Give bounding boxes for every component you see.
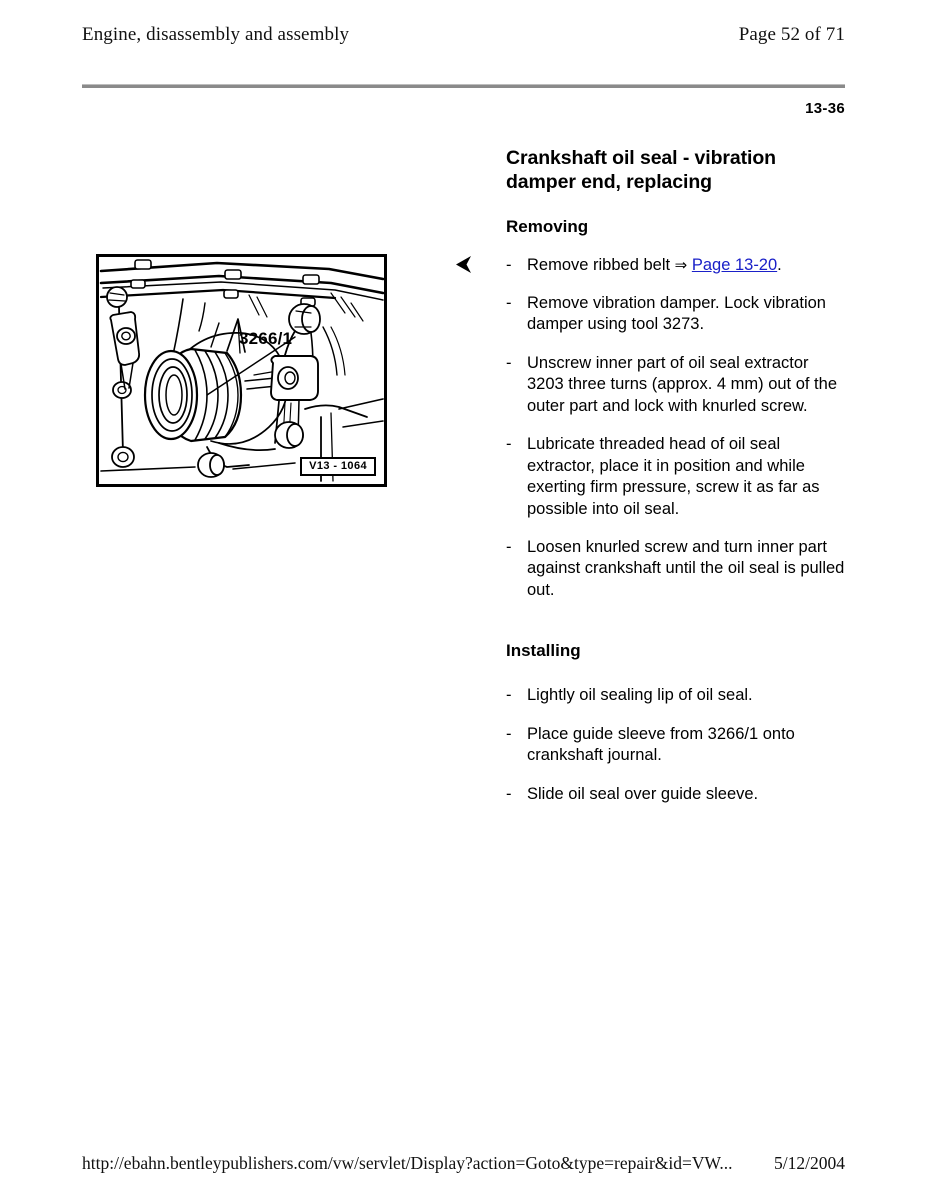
list-item (506, 724, 846, 767)
left-arrow-marker-icon (450, 252, 476, 278)
removing-heading: Removing (506, 216, 589, 236)
installing-step-list (506, 685, 846, 805)
step-dash: - (506, 353, 512, 372)
header-page-indicator: Page 52 of 71 (738, 24, 845, 45)
header-title: Engine, disassembly and assembly (82, 24, 350, 45)
step-dash: - (506, 255, 512, 274)
list-item (506, 353, 846, 417)
step-text: Slide oil seal over guide sleeve. (527, 784, 759, 803)
step-text: Unscrew inner part of oil seal extractor 3203 three turns (approx. 4 mm) out of the outer part and lock with knurled screw. (527, 353, 837, 415)
step-text: Place guide sleeve from 3266/1 onto crankshaft journal. (527, 724, 795, 765)
page-title: Crankshaft oil seal - vibration damper end, replacing (506, 147, 776, 193)
step-dash: - (506, 784, 512, 803)
footer-date: 5/12/2004 (774, 1153, 845, 1173)
figure-caption: V13 - 1064 (300, 457, 376, 476)
step-text: Lubricate threaded head of oil seal extractor, place it in position and while exerting firm pressure, screw it as far as possible into oil seal. (527, 435, 820, 518)
installing-heading: Installing (506, 641, 581, 661)
step-dash: - (506, 724, 512, 743)
step-text: Loosen knurled screw and turn inner part against crankshaft until the oil seal is pulled out. (527, 537, 845, 599)
engine-front-cover-drawing (99, 257, 384, 484)
content-column (506, 147, 846, 805)
list-item (506, 784, 846, 805)
footer-url: http://ebahn.bentleypublishers.com/vw/servlet/Display?action=Goto&type=repair&id=VW... (82, 1153, 733, 1173)
page-header (82, 24, 845, 46)
removing-step-list (506, 255, 846, 602)
list-item (506, 434, 846, 520)
step-text: Lightly oil sealing lip of oil seal. (527, 686, 753, 705)
right-double-arrow-icon: ⇒ (674, 256, 688, 274)
section-number-badge: 13-36 (805, 100, 845, 117)
step-text: Remove vibration damper. Lock vibration damper using tool 3273. (527, 294, 826, 334)
header-divider (82, 84, 845, 88)
step-dash: - (506, 294, 512, 312)
technical-illustration (96, 254, 387, 487)
list-item (506, 537, 846, 601)
step-period: . (777, 255, 782, 274)
list-item (506, 685, 846, 706)
step-dash: - (506, 435, 512, 454)
step-text: Remove ribbed belt (527, 255, 671, 274)
step-dash: - (506, 537, 512, 556)
page-footer (82, 1153, 845, 1174)
step-dash: - (506, 686, 512, 705)
figure-part-label: 3266/1 (239, 329, 293, 348)
page-link[interactable]: Page 13-20 (691, 255, 778, 274)
list-item (506, 293, 846, 336)
list-item (506, 255, 846, 276)
